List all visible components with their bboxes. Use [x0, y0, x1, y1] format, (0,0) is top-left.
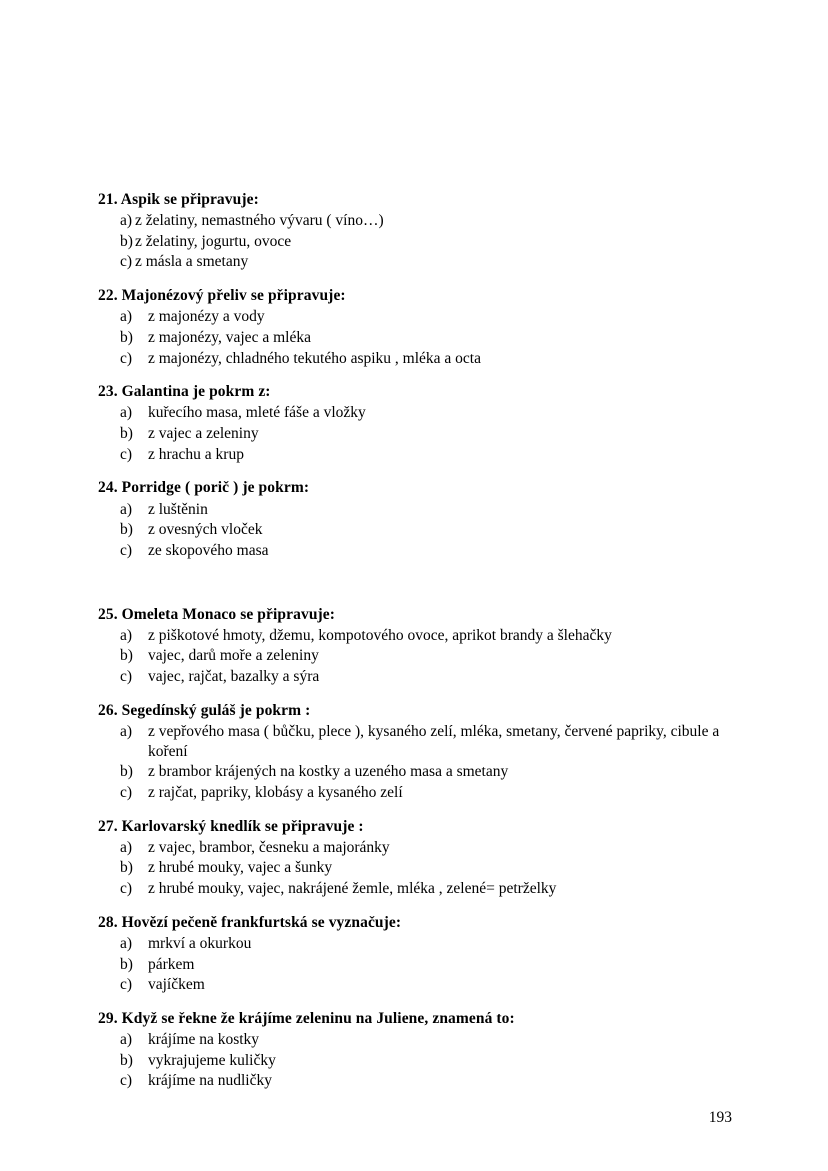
question-block — [98, 478, 738, 560]
answer-label: c) — [120, 445, 133, 463]
answer-label: b) — [120, 1051, 133, 1069]
answer-text: z rajčat, papriky, klobásy a kysaného zelí — [148, 783, 403, 801]
question-block — [98, 817, 738, 899]
answer-text: z hrubé mouky, vajec a šunky — [148, 859, 333, 877]
answer-text: krájíme na kostky — [148, 1031, 260, 1049]
question-block — [98, 605, 738, 687]
answer-text: z želatiny, jogurtu, ovoce — [135, 232, 292, 250]
answer-label: a) — [120, 626, 133, 644]
answer-text: ze skopového masa — [148, 541, 269, 559]
answer-label: b) — [120, 859, 133, 877]
answer-text: z majonézy, vajec a mléka — [148, 328, 311, 346]
answer-label: b) — [120, 647, 133, 665]
answer-list — [98, 722, 738, 803]
answer-label: c) — [120, 253, 133, 271]
answer-text: z hrubé mouky, vajec, nakrájené žemle, mléka , zelené= petrželky — [148, 880, 557, 898]
question-block — [98, 286, 738, 368]
answer-list — [98, 1030, 738, 1091]
answer-text: vajec, rajčat, bazalky a sýra — [148, 668, 320, 686]
answer-option — [98, 1030, 738, 1050]
question-title: 24. Porridge ( porič ) je pokrm: — [98, 479, 310, 497]
answer-label: c) — [120, 783, 133, 801]
answer-label: b) — [120, 955, 133, 973]
question-block — [98, 1009, 738, 1091]
answer-option — [98, 349, 738, 369]
answer-text: vajíčkem — [148, 976, 205, 994]
answer-label: a) — [120, 212, 133, 230]
answer-text: vykrajujeme kuličky — [148, 1051, 276, 1069]
answer-option — [98, 445, 738, 465]
answer-option — [98, 500, 738, 520]
question-title: 27. Karlovarský knedlík se připravuje : — [98, 817, 364, 835]
answer-option — [98, 232, 738, 252]
answer-option — [98, 838, 738, 858]
answer-label: a) — [120, 308, 133, 326]
answer-text: z másla a smetany — [135, 253, 249, 271]
answer-option — [98, 520, 738, 540]
answer-label: b) — [120, 425, 133, 443]
answer-text: z vajec a zeleniny — [148, 425, 259, 443]
answer-list — [98, 500, 738, 561]
answer-text: krájíme na nudličky — [148, 1072, 272, 1090]
answer-text: z luštěnin — [148, 500, 208, 518]
answer-label: c) — [120, 349, 133, 367]
page-number: 193 — [708, 1109, 732, 1126]
answer-list — [98, 626, 738, 687]
question-block — [98, 190, 738, 272]
question-title: 21. Aspik se připravuje: — [98, 191, 259, 208]
answer-text: z majonézy a vody — [148, 308, 265, 326]
question-block — [98, 913, 738, 995]
answer-option — [98, 762, 738, 782]
answer-option — [98, 211, 738, 231]
answer-text: z piškotové hmoty, džemu, kompotového ovoce, aprikot brandy a šlehačky — [148, 626, 612, 644]
answer-list — [98, 403, 738, 464]
answer-label: b) — [120, 521, 133, 539]
answer-label: c) — [120, 668, 133, 686]
answer-list — [98, 307, 738, 368]
answer-option — [98, 858, 738, 878]
question-title: 26. Segedínský guláš je pokrm : — [98, 701, 311, 719]
answer-label: a) — [120, 1031, 133, 1049]
answer-option — [98, 626, 738, 646]
answer-label: a) — [120, 838, 133, 856]
answer-label: c) — [120, 880, 133, 898]
answer-label: c) — [120, 1072, 133, 1090]
answer-text: mrkví a okurkou — [148, 934, 252, 952]
answer-text: z vepřového masa ( bůčku, plece ), kysaného zelí, mléka, smetany, červené papriky, cibule a koření — [148, 722, 720, 760]
question-title: 28. Hovězí pečeně frankfurtská se vyznačuje: — [98, 913, 402, 931]
answer-option — [98, 955, 738, 975]
question-block — [98, 382, 738, 464]
answer-option — [98, 424, 738, 444]
answer-text: vajec, darů moře a zeleniny — [148, 647, 319, 665]
question-title: 23. Galantina je pokrm z: — [98, 383, 271, 401]
answer-option — [98, 667, 738, 687]
answer-option — [98, 1071, 738, 1091]
answer-text: z majonézy, chladného tekutého aspiku , mléka a octa — [148, 349, 481, 367]
answer-option — [98, 646, 738, 666]
question-list — [98, 190, 738, 1091]
answer-label: b) — [120, 232, 133, 250]
section-gap — [98, 575, 738, 605]
answer-option — [98, 541, 738, 561]
answer-label: c) — [120, 541, 133, 559]
answer-option — [98, 328, 738, 348]
answer-option — [98, 975, 738, 995]
answer-option — [98, 783, 738, 803]
answer-text: párkem — [148, 955, 195, 973]
answer-text: z želatiny, nemastného vývaru ( víno…) — [135, 212, 384, 230]
answer-list — [98, 838, 738, 899]
answer-text: kuřecího masa, mleté fáše a vložky — [148, 404, 366, 422]
answer-label: a) — [120, 934, 133, 952]
answer-text: z brambor krájených na kostky a uzeného masa a smetany — [148, 763, 509, 781]
answer-label: b) — [120, 328, 133, 346]
answer-label: b) — [120, 763, 133, 781]
answer-text: z hrachu a krup — [148, 445, 244, 463]
answer-option — [98, 722, 738, 761]
answer-label: a) — [120, 722, 133, 740]
answer-label: c) — [120, 976, 133, 994]
question-title: 22. Majonézový přeliv se připravuje: — [98, 287, 346, 305]
answer-list — [98, 934, 738, 995]
question-title: 25. Omeleta Monaco se připravuje: — [98, 605, 336, 623]
answer-option — [98, 879, 738, 899]
answer-list — [98, 211, 738, 272]
question-block — [98, 701, 738, 803]
answer-text: z ovesných vloček — [148, 521, 263, 539]
answer-option — [98, 403, 738, 423]
answer-option — [98, 934, 738, 954]
answer-option — [98, 307, 738, 327]
answer-label: a) — [120, 404, 133, 422]
answer-text: z vajec, brambor, česneku a majoránky — [148, 838, 390, 856]
answer-label: a) — [120, 500, 133, 518]
answer-option — [98, 1051, 738, 1071]
answer-option — [98, 252, 738, 272]
question-title: 29. Když se řekne že krájíme zeleninu na Juliene, znamená to: — [98, 1009, 515, 1027]
